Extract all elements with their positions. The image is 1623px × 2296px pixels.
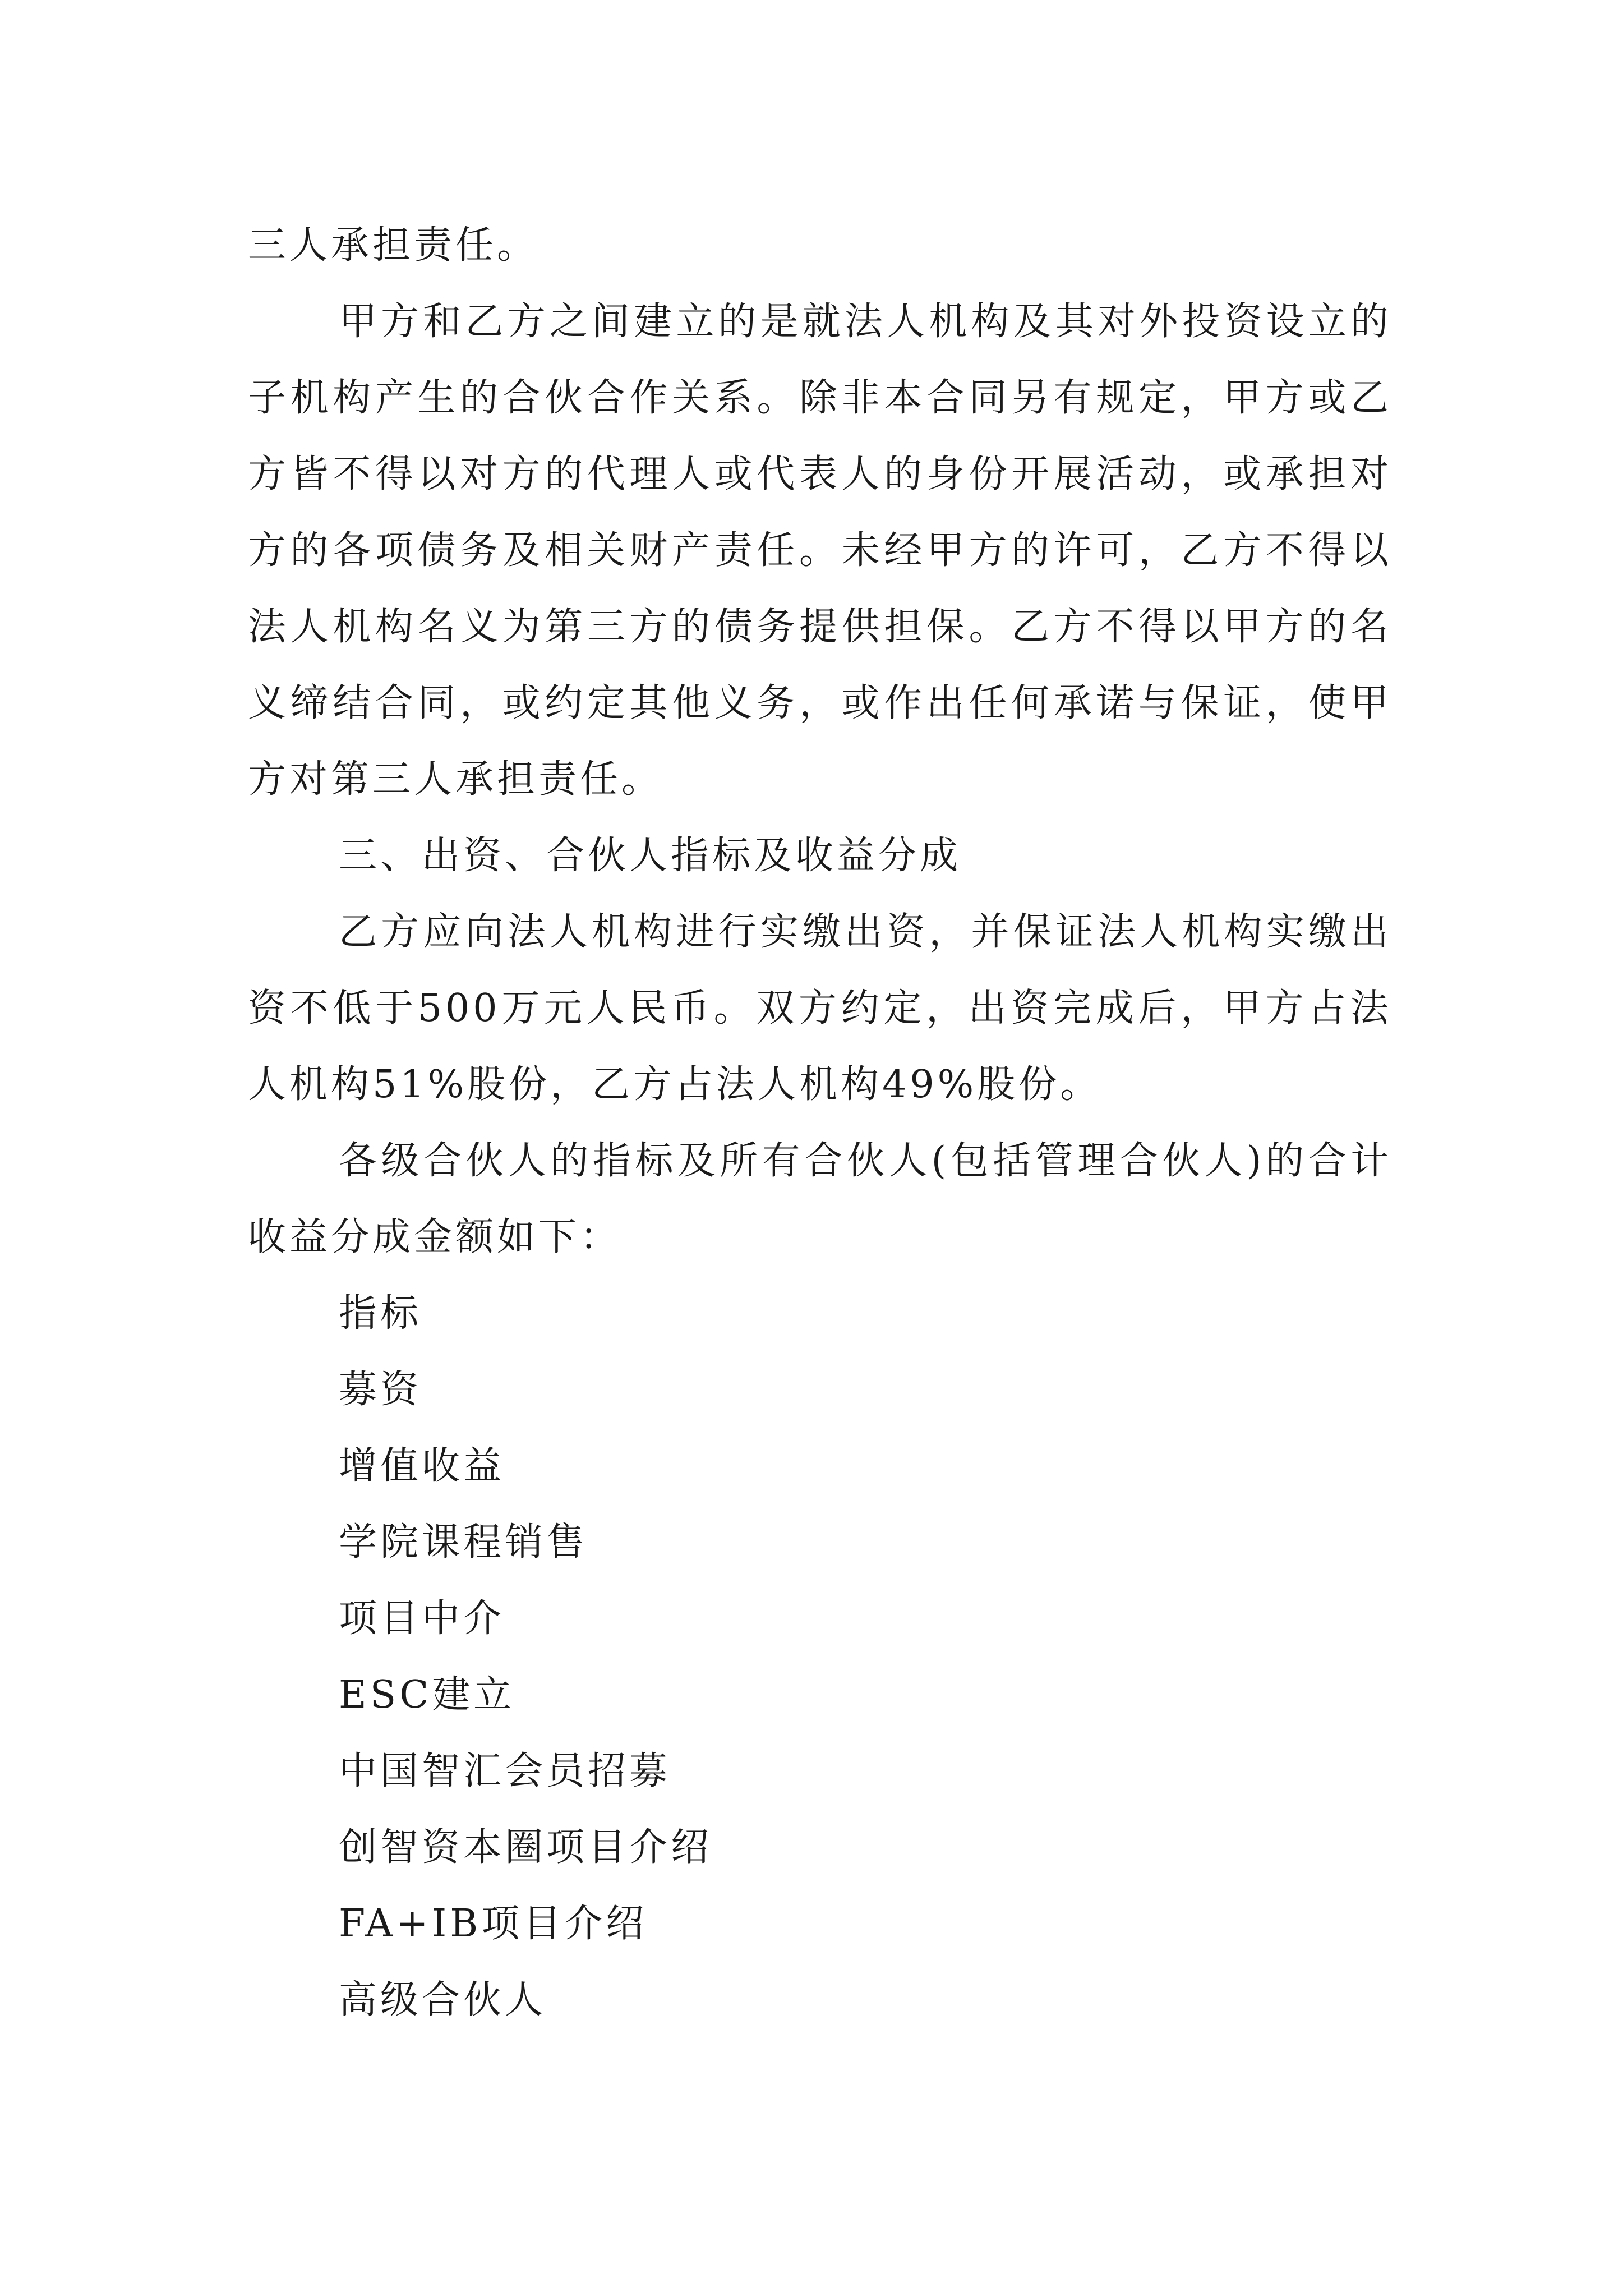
list-item-value-added-income: 增值收益 bbox=[339, 1444, 505, 1488]
list-item-capital-circle-projects: 创智资本圈项目介绍 bbox=[339, 1825, 713, 1870]
paragraph-capital-contribution: 乙方应向法人机构进行实缴出资，并保证法人机构实缴出资不低于500万元人民币。双方约定，出资完成后，甲方占法人机构51%股份，乙方占法人机构49%股份。 bbox=[248, 910, 1392, 1107]
list-item-fa-ib-projects: FA+IB项目介绍 bbox=[339, 1902, 648, 1946]
list-item-indicator: 指标 bbox=[339, 1291, 422, 1336]
list-item-course-sales: 学院课程销售 bbox=[339, 1520, 588, 1565]
document-body bbox=[248, 208, 1392, 2039]
paragraph-partnership-relation: 甲方和乙方之间建立的是就法人机构及其对外投资设立的子机构产生的合伙合作关系。除非本合同另有规定，甲方或乙方皆不得以对方的代理人或代表人的身份开展活动，或承担对方的各项债务及相关财产责任。未经甲方的许可，乙方不得以法人机构名义为第三方的债务提供担保。乙方不得以甲方的名义缔结合同，或约定其他义务，或作出任何承诺与保证，使甲方对第三人承担责任。 bbox=[248, 300, 1392, 802]
list-item-esc-establishment: ESC建立 bbox=[339, 1673, 515, 1717]
paragraph-revenue-share-intro: 各级合伙人的指标及所有合伙人(包括管理合伙人)的合计收益分成金额如下： bbox=[248, 1139, 1392, 1259]
paragraph-continuation: 三人承担责任。 bbox=[248, 223, 539, 268]
section-heading-capital-contribution: 三、出资、合伙人指标及收益分成 bbox=[339, 834, 962, 878]
list-item-fundraising: 募资 bbox=[339, 1368, 422, 1412]
list-item-project-intermediary: 项目中介 bbox=[339, 1596, 505, 1641]
list-item-member-recruitment: 中国智汇会员招募 bbox=[339, 1749, 671, 1793]
list-item-senior-partner: 高级合伙人 bbox=[339, 1978, 547, 2022]
